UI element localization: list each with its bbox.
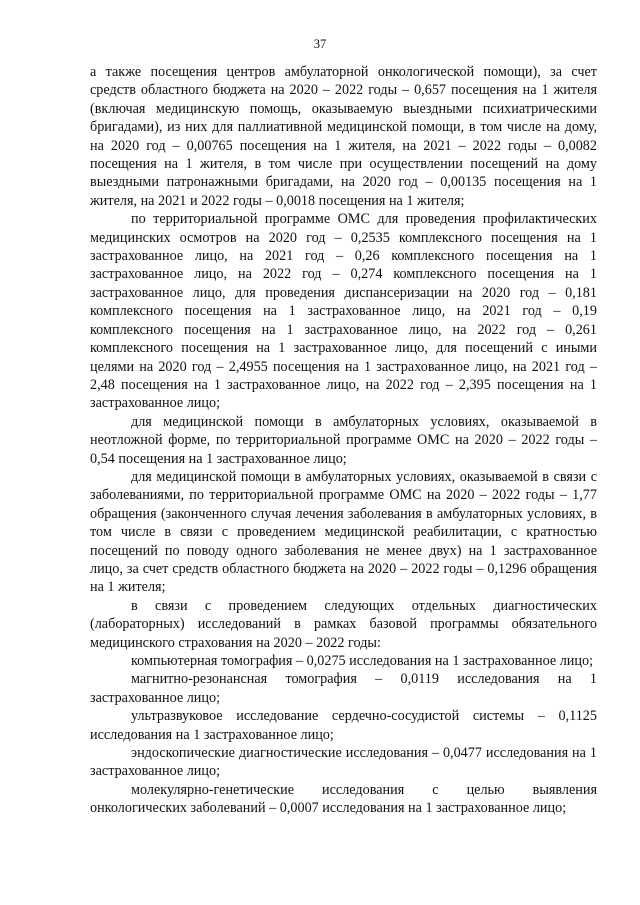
list-item-mri: магнитно-резонансная томография – 0,0119 исследования на 1 застрахованное лицо;	[90, 671, 597, 706]
list-item-molecular-genetic: молекулярно-генетические исследования с целью выявления онкологических заболеваний – 0,0007 исследования на 1 застрахованное лицо;	[90, 781, 597, 817]
paragraph-outpatient-regional-budget: а также посещения центров амбулаторной онкологической помощи), за счет средств областного бюджета на 2020 – 2022 годы – 0,657 посещения на 1 жителя (включая медицинскую помощь, оказываемую выездными психиатрическими бригадами), из них для паллиативной медицинской помощи, в том числе на дому, на 2020 год – 0,00765 посещения на 1 жителя, на 2021 – 2022 годы – 0,0082 посещения на 1 жителя, в том числе при осуществлении посещений на дому выездными патронажными бригадами, на 2020 год – 0,00135 посещения на 1 жителя, на 2021 и 2022 годы – 0,0018 посещения на 1 жителя;	[90, 64, 597, 209]
body-text	[90, 63, 597, 818]
list-item-ultrasound: ультразвуковое исследование сердечно-сосудистой системы – 0,1125 исследования на 1 застрахованное лицо;	[90, 708, 597, 743]
page-number: 37	[313, 37, 327, 51]
paragraph-preventive-exams: по территориальной программе ОМС для проведения профилактических медицинских осмотров на 2020 год – 0,2535 комплексного посещения на 1 застрахованное лицо, на 2021 год – 0,26 комплексного посещения на 1 застрахованное лицо, на 2022 год – 0,274 комплексного посещения на 1 застрахованное лицо, для проведения диспансеризации на 2020 год – 0,181 комплексного посещения на 1 застрахованное лицо, на 2021 год – 0,19 комплексного посещения на 1 застрахованное лицо, на 2022 год – 0,261 комплексного посещения на 1 застрахованное лицо, для посещений с иными целями на 2020 год – 2,4955 посещения на 1 застрахованное лицо, на 2021 год – 2,48 посещения на 1 застрахованное лицо, на 2022 год – 2,395 посещения на 1 застрахованное лицо;	[90, 211, 597, 412]
paragraph-diagnostic-studies-intro: в связи с проведением следующих отдельных диагностических (лабораторных) исследований в рамках базовой программы обязательного медицинского страхования на 2020 – 2022 годы:	[90, 597, 597, 651]
paragraph-urgent-care: для медицинской помощи в амбулаторных условиях, оказываемой в неотложной форме, по территориальной программе ОМС на 2020 – 2022 годы – 0,54 посещения на 1 застрахованное лицо;	[90, 413, 597, 467]
list-item-computed-tomography: компьютерная томография – 0,0275 исследования на 1 застрахованное лицо;	[131, 653, 594, 669]
paragraph-disease-visits: для медицинской помощи в амбулаторных условиях, оказываемой в связи с заболеваниями, по территориальной программе ОМС на 2020 – 2022 годы – 1,77 обращения (законченного случая лечения заболевания в амбулаторных условиях, в том числе в связи с проведением медицинской реабилитации, с кратностью посещений по поводу одного заболевания не менее двух) на 1 застрахованное лицо, за счет средств областного бюджета на 2020 – 2022 годы – 0,1296 обращения на 1 жителя;	[90, 468, 597, 596]
list-item-endoscopy: эндоскопические диагностические исследования – 0,0477 исследования на 1 застрахованное лицо;	[90, 745, 597, 780]
